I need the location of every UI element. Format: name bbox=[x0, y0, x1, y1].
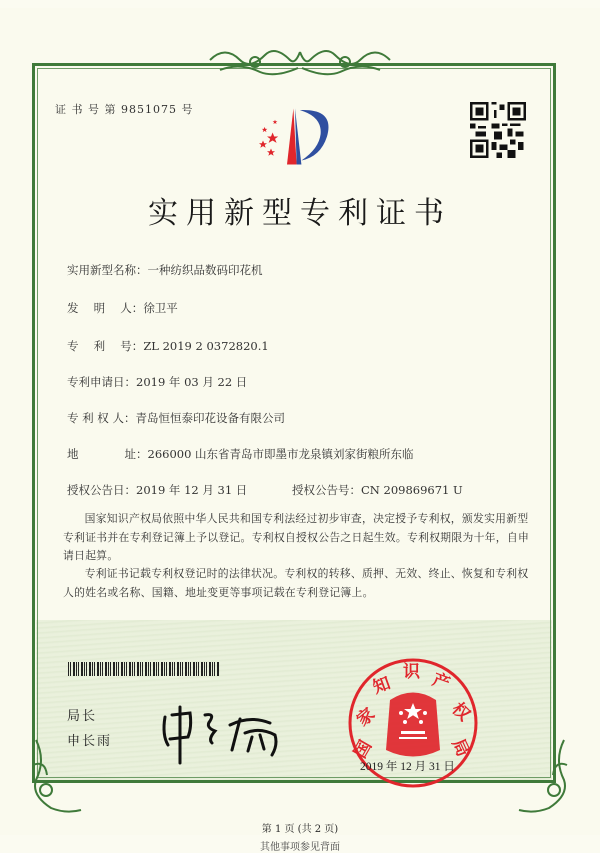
field-value: 一种纺织品数码印花机 bbox=[147, 263, 263, 277]
field-label: 地 址： bbox=[67, 447, 148, 461]
svg-text:权: 权 bbox=[447, 698, 474, 726]
field-value: CN 209869671 U bbox=[361, 483, 463, 497]
page-indicator: 第 1 页 (共 2 页) bbox=[261, 824, 339, 835]
field-label: 发 明 人： bbox=[67, 301, 144, 315]
body-paragraph-1: 国家知识产权局依照中华人民共和国专利法经过初步审查，决定授予专利权，颁发实用新型专利证书并在专利登记簿上予以登记。专利权自授权公告之日起生效。专利权期限为十年，自申请日起算。 bbox=[63, 512, 530, 562]
field-application-date bbox=[67, 374, 247, 390]
svg-text:局: 局 bbox=[447, 735, 473, 760]
cnipa-logo-icon bbox=[255, 95, 335, 170]
seal-date: 2019 年 12 月 31 日 bbox=[360, 761, 455, 773]
field-utility-model-name bbox=[67, 262, 263, 278]
svg-text:国: 国 bbox=[350, 737, 377, 762]
director-title: 局长 bbox=[67, 709, 98, 724]
field-patent-number bbox=[67, 338, 269, 354]
field-label: 专利申请日： bbox=[67, 375, 136, 389]
corner-ornament-bottom-right-icon bbox=[512, 735, 572, 815]
certificate-number-suffix: 号 bbox=[181, 103, 194, 116]
field-label: 授权公告日： bbox=[67, 483, 136, 497]
field-patentee bbox=[67, 410, 285, 426]
field-grant-date bbox=[67, 482, 247, 498]
field-grant-number bbox=[292, 482, 463, 498]
field-address bbox=[67, 446, 414, 462]
signature-icon bbox=[160, 705, 300, 765]
director-name: 申长雨 bbox=[67, 734, 113, 749]
certificate-number-label: 证 书 号 第 bbox=[55, 103, 117, 116]
svg-text:识: 识 bbox=[403, 662, 420, 682]
body-paragraph-2: 专利证书记载专利权登记时的法律状况。专利权的转移、质押、无效、终止、恢复和专利权人的姓名或名称、国籍、地址变更等事项记载在专利登记簿上。 bbox=[63, 567, 529, 599]
top-ornament-icon bbox=[200, 40, 400, 85]
field-value: 2019 年 03 月 22 日 bbox=[136, 375, 248, 389]
field-label: 专 利 号： bbox=[67, 339, 144, 353]
field-value: 2019 年 12 月 31 日 bbox=[136, 483, 248, 497]
field-value: ZL 2019 2 0372820.1 bbox=[143, 339, 269, 353]
footer-note: 其他事项参见背面 bbox=[260, 842, 340, 853]
certificate-number bbox=[55, 101, 194, 117]
svg-text:家: 家 bbox=[353, 704, 379, 731]
qr-code-icon bbox=[470, 102, 526, 158]
svg-text:知: 知 bbox=[370, 673, 394, 699]
certificate-number-value: 9851075 bbox=[121, 103, 177, 116]
field-label: 实用新型名称： bbox=[67, 263, 148, 277]
field-value: 266000 山东省青岛市即墨市龙泉镇刘家街粮所东临 bbox=[147, 447, 414, 461]
field-value: 徐卫平 bbox=[143, 301, 178, 315]
field-inventor bbox=[67, 300, 178, 316]
field-label: 专 利 权 人： bbox=[67, 411, 136, 425]
svg-text:产: 产 bbox=[429, 669, 453, 695]
field-label: 授权公告号： bbox=[292, 483, 361, 497]
barcode bbox=[68, 662, 220, 676]
field-value: 青岛恒恒泰印花设备有限公司 bbox=[135, 411, 285, 425]
certificate-title: 实用新型专利证书 bbox=[148, 196, 452, 231]
